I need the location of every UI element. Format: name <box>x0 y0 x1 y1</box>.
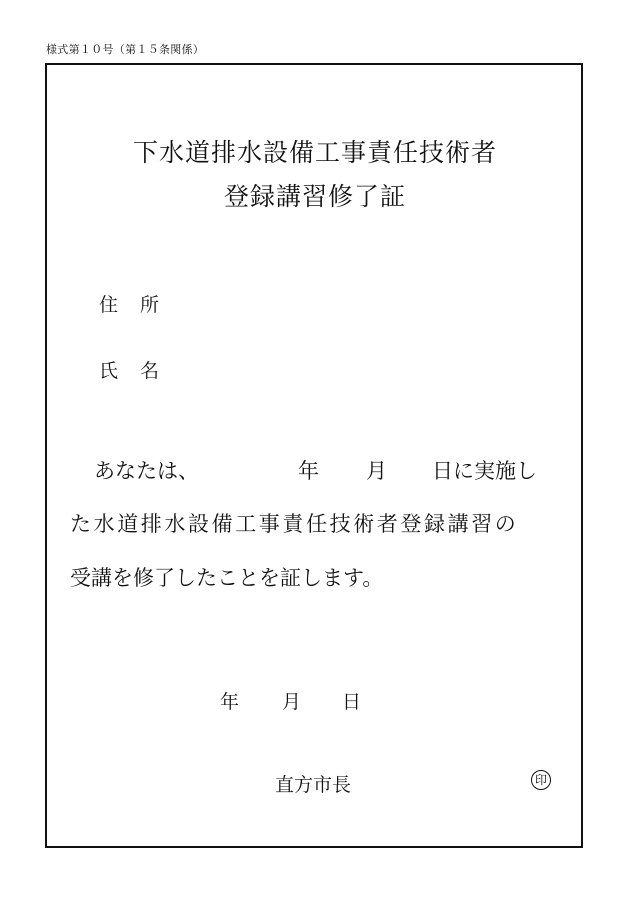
certificate-title-line-2: 登録講習修了証 <box>223 182 406 211</box>
issue-date-day: 日 <box>342 691 362 713</box>
seal-mark: 印 <box>531 770 551 790</box>
name-field-label <box>99 356 159 383</box>
body-day-label: 日に実施し <box>432 459 537 483</box>
signer-title: 直方市長 <box>275 774 352 796</box>
body-intro: あなたは、 <box>94 459 199 483</box>
address-label-char-1: 住 <box>99 294 119 316</box>
body-year-label: 年 <box>298 459 319 483</box>
address-label-char-2: 所 <box>140 294 160 316</box>
certificate-body-line-3: 受講を修了したことを証します。 <box>70 566 384 590</box>
issue-date-month: 月 <box>282 691 302 713</box>
form-number: 様式第１０号（第１５条関係） <box>46 43 205 56</box>
name-label-char-2: 名 <box>140 360 160 382</box>
name-label-char-1: 氏 <box>99 360 119 382</box>
address-field-label <box>99 290 159 317</box>
issue-date-year: 年 <box>220 691 240 713</box>
body-month-label: 月 <box>366 459 387 483</box>
certificate-title-line-1: 下水道排水設備工事責任技術者 <box>132 138 497 167</box>
certificate-body-line-2: た水道排水設備工事責任技術者登録講習の <box>70 512 519 536</box>
